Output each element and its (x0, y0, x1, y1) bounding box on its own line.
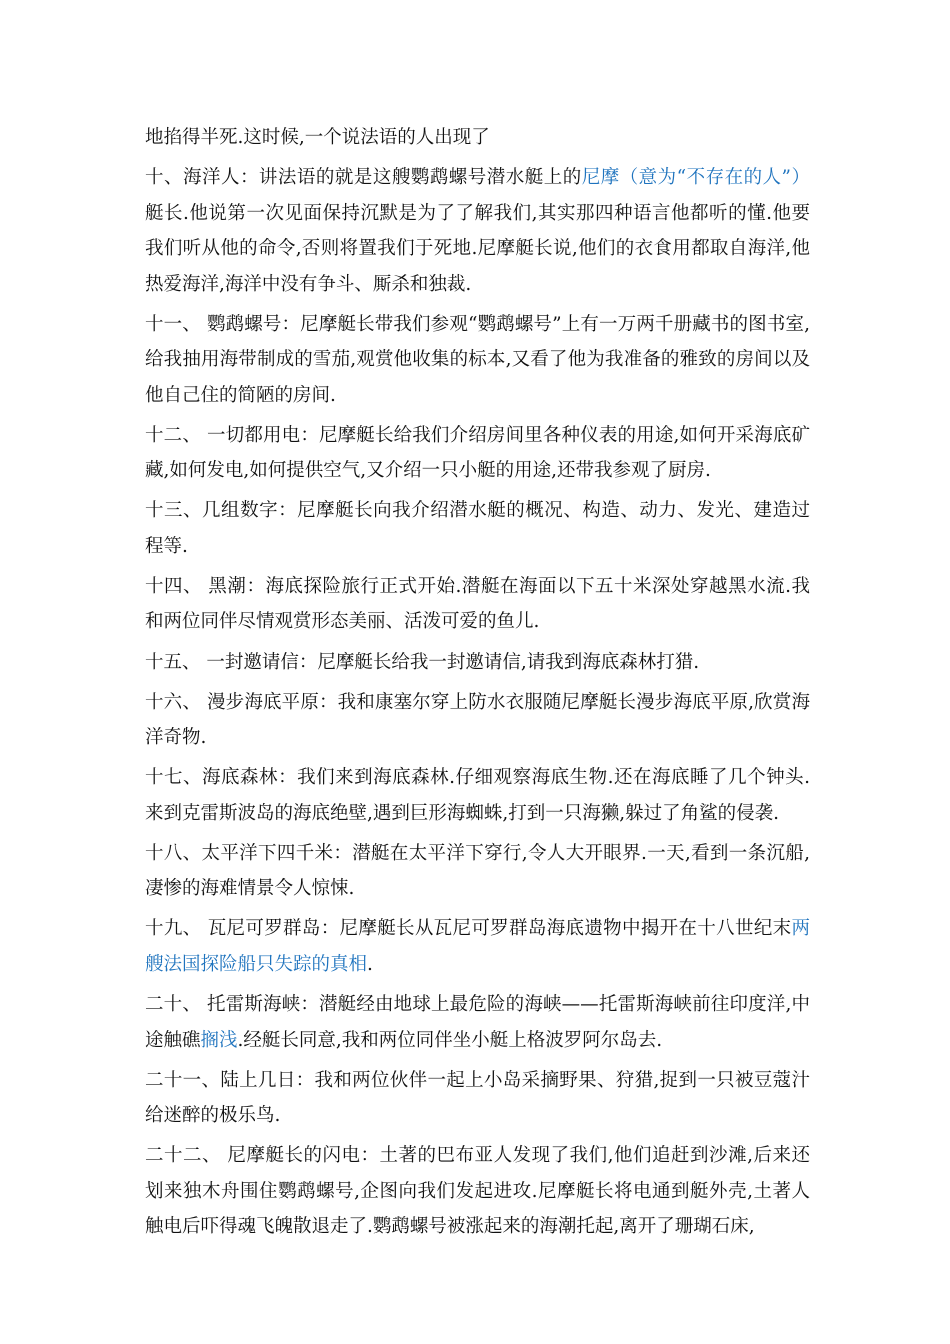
paragraph-text: 十五、 一封邀请信：尼摩艇长给我一封邀请信,请我到海底森林打猎. (145, 651, 700, 673)
paragraph-13 (145, 1063, 810, 1134)
paragraph-text: 十、海洋人：讲法语的就是这艘鹦鹉螺号潜水艇上的 (145, 167, 582, 189)
document-body (145, 120, 810, 1249)
paragraph-8 (145, 685, 810, 756)
paragraph-text: 十二、 一切都用电：尼摩艇长给我们介绍房间里各种仪表的用途,如何开采海底矿藏,如何发电,如何提供空气,又介绍一只小艇的用途,还带我参观了厨房. (145, 424, 810, 482)
paragraph-5 (145, 493, 810, 564)
hyperlink-nemo[interactable]: 尼摩（意为“不存在的人”） (581, 167, 810, 189)
paragraph-text: 艇长.他说第一次见面保持沉默是为了了解我们,其实那四种语言他都听的懂.他要我们听从他的命令,否则将置我们于死地.尼摩艇长说,他们的衣食用都取自海洋,他热爱海洋,海洋中没有争斗、厮杀和独裁. (145, 202, 810, 295)
hyperlink-aground[interactable]: 搁浅 (200, 1029, 238, 1051)
paragraph-text: 十三、几组数字：尼摩艇长向我介绍潜水艇的概况、构造、动力、发光、建造过程等. (145, 500, 810, 557)
paragraph-text: . (367, 953, 373, 975)
paragraph-text: 二十二、 尼摩艇长的闪电：土著的巴布亚人发现了我们,他们追赶到沙滩,后来还划来独木舟围住鹦鹉螺号,企图向我们发起进攻.尼摩艇长将电通到艇外壳,土著人触电后吓得魂飞魄散退走了.鹦鹉螺号被涨起来的海潮托起,离开了珊瑚石床, (145, 1145, 810, 1238)
paragraph-7 (145, 645, 810, 681)
paragraph-text: 地掐得半死.这时候,一个说法语的人出现了 (145, 127, 490, 148)
paragraph-text: 十四、 黑潮：海底探险旅行正式开始.潜艇在海面以下五十米深处穿越黑水流.我和两位同伴尽情观赏形态美丽、活泼可爱的鱼儿. (145, 575, 810, 633)
paragraph-1 (145, 120, 810, 156)
paragraph-text: 二十一、陆上几日：我和两位伙伴一起上小岛采摘野果、狩猎,捉到一只被豆蔻汁给迷醉的极乐鸟. (145, 1069, 810, 1127)
paragraph-text: 十八、太平洋下四千米：潜艇在太平洋下穿行,令人大开眼界.一天,看到一条沉船,凄惨的海难情景令人惊悚. (145, 842, 810, 900)
paragraph-text: 十九、 瓦尼可罗群岛：尼摩艇长从瓦尼可罗群岛海底遗物中揭开在十八世纪末 (145, 918, 792, 940)
paragraph-11 (145, 911, 810, 982)
paragraph-14 (145, 1138, 810, 1245)
paragraph-9 (145, 760, 810, 831)
paragraph-text: .经艇长同意,我和两位同伴坐小艇上格波罗阿尔岛去. (237, 1029, 663, 1051)
paragraph-text: 二十、 托雷斯海峡：潜艇经由地球上最危险的海峡——托雷斯海峡前往印度洋,中途触礁 (145, 994, 810, 1051)
paragraph-text: 十一、 鹦鹉螺号：尼摩艇长带我们参观“鹦鹉螺号”上有一万两千册藏书的图书室,给我抽用海带制成的雪茄,观赏他收集的标本,又看了他为我准备的雅致的房间以及他自己住的简陋的房间. (145, 313, 810, 406)
paragraph-text: 十六、 漫步海底平原：我和康塞尔穿上防水衣服随尼摩艇长漫步海底平原,欣赏海洋奇物. (145, 691, 810, 749)
paragraph-4 (145, 418, 810, 489)
paragraph-12 (145, 987, 810, 1058)
hyperlink-missing-ships[interactable]: 两艘法国探险船只失踪的真相 (145, 918, 810, 975)
paragraph-2 (145, 160, 810, 302)
paragraph-text: 十七、海底森林：我们来到海底森林.仔细观察海底生物.还在海底睡了几个钟头.来到克雷斯波岛的海底绝壁,遇到巨形海蜘蛛,打到一只海獭,躲过了角鲨的侵袭. (145, 767, 810, 824)
paragraph-6 (145, 569, 810, 640)
paragraph-3 (145, 307, 810, 414)
paragraph-10 (145, 836, 810, 907)
